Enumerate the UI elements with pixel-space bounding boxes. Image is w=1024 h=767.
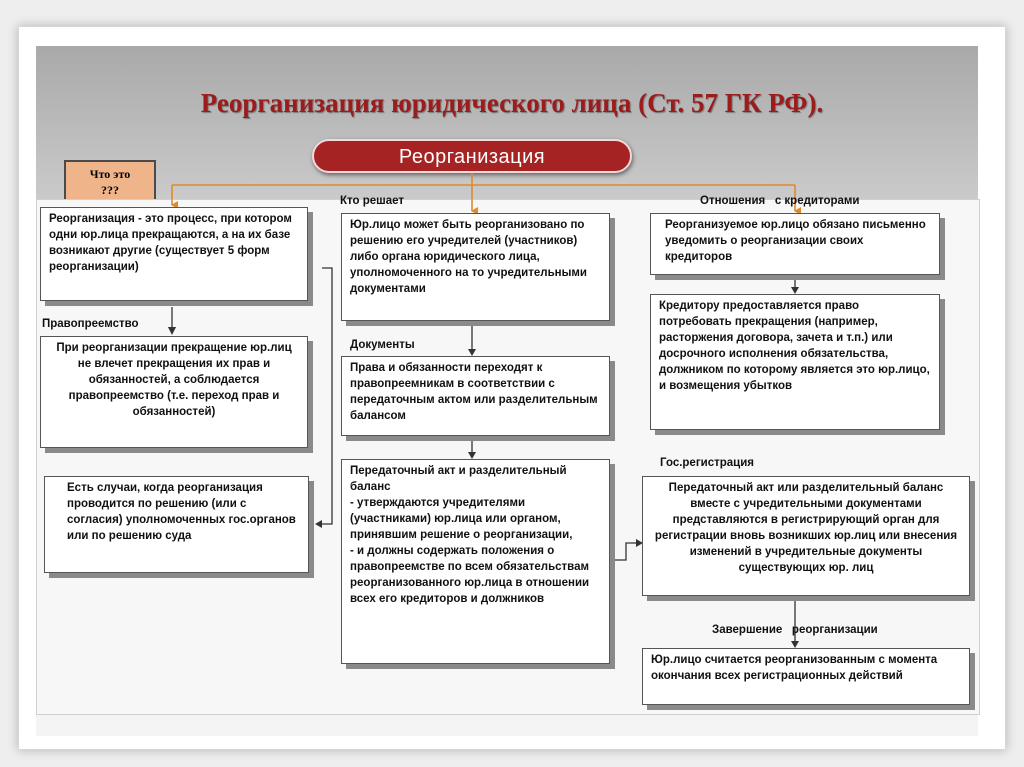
slide-title: Реорганизация юридического лица (Ст. 57 ГК РФ). <box>200 88 824 118</box>
box-registration: Передаточный акт или разделительный баланс вместе с учредительными документами представляются в регистрирующий орган для регистрации вновь возникших юр.лиц или внесения изменений в учредительные документы существующих юр. лиц <box>642 476 970 596</box>
box-definition: Реорганизация - это процесс, при котором одни юр.лица прекращаются, а на их базе возникают другие (существует 5 форм реорганизации) <box>40 207 308 301</box>
label-documents: Документы <box>350 339 415 351</box>
box-transfer-act: Передаточный акт и разделительный баланс - утверждаются учредителями (участниками) юр.лица или органом, принявшим решение о реорганизации, - и должны содержать положения о правопреемстве по всем обязательствам реорганизованного юр.лица в отношении всех его кредиторов и должников <box>341 459 610 664</box>
box-completed: Юр.лицо считается реорганизованным с момента окончания всех регистрационных действий <box>642 648 970 705</box>
box-decision: Юр.лицо может быть реорганизовано по решению его учредителей (участников) либо органа юридического лица, уполномоченного на то учредительными документами <box>341 213 610 321</box>
label-completion: Завершение реорганизации <box>712 624 878 636</box>
tag-line-2: ??? <box>101 183 119 197</box>
box-cases: Есть случаи, когда реорганизация проводится по решению (или с согласия) уполномоченных гос.органов или по решению суда <box>44 476 309 573</box>
box-succession: При реорганизации прекращение юр.лиц не влечет прекращения их прав и обязанностей, а соблюдается правопреемство (т.е. переход прав и обязанностей) <box>40 336 308 448</box>
box-creditor-right: Кредитору предоставляется право потребовать прекращения (например, расторжения договора, зачета и т.п.) или досрочного исполнения обязательства, должником по которому является это юр.лицо, и возмещения убытков <box>650 294 940 430</box>
tag-line-1: Что это <box>89 167 131 181</box>
label-succession: Правопреемство <box>42 318 139 330</box>
reorganization-pill: Реорганизация <box>312 139 632 173</box>
label-creditor-relations: Отношения с кредиторами <box>700 195 860 207</box>
box-notify-creditors: Реорганизуемое юр.лицо обязано письменно уведомить о реорганизации своих кредиторов <box>650 213 940 275</box>
label-state-registration: Гос.регистрация <box>660 457 754 469</box>
box-rights-transfer: Права и обязанности переходят к правопреемникам в соответствии с передаточным актом или разделительным балансом <box>341 356 610 436</box>
label-who-decides: Кто решает <box>340 195 404 207</box>
